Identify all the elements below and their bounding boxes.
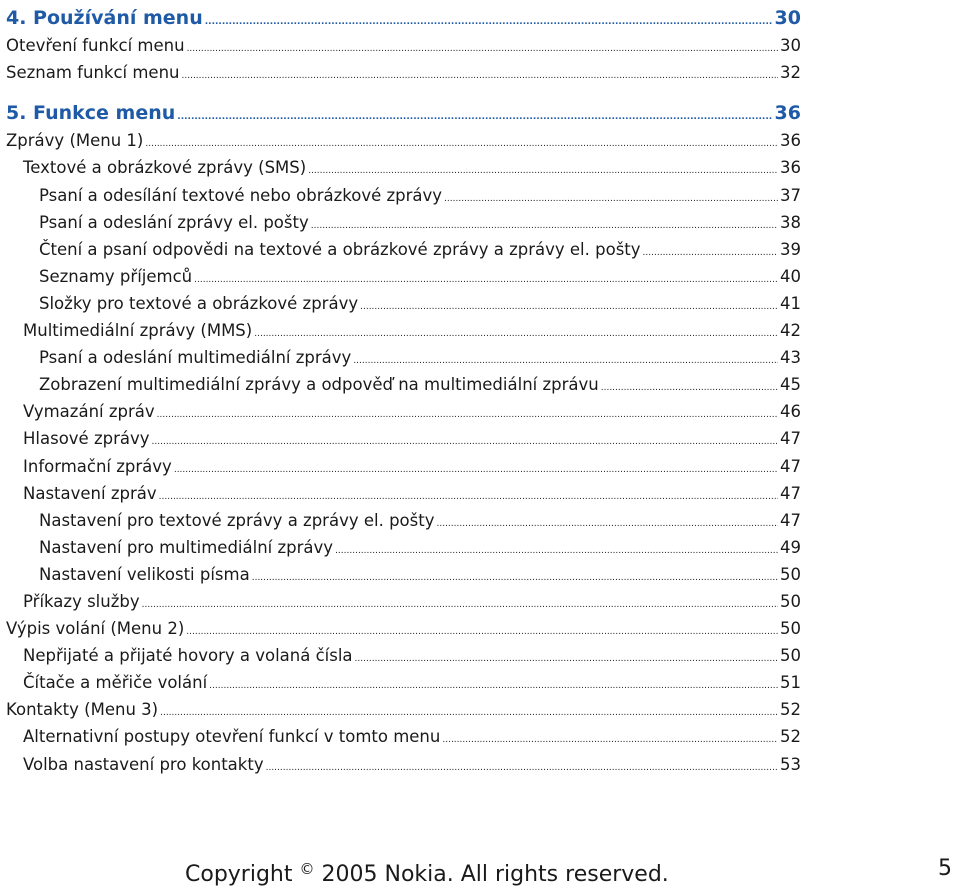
toc-entry-title: Alternativní postupy otevření funkcí v tomto menu — [23, 727, 441, 747]
toc-entry-title: Nastavení zpráv — [23, 483, 157, 503]
toc-entry-page: 50 — [780, 591, 801, 611]
toc-entry — [6, 723, 801, 750]
toc-entry-page: 47 — [780, 483, 801, 503]
toc-entry — [6, 263, 801, 290]
toc-entry — [6, 154, 801, 181]
toc-entry — [6, 480, 801, 507]
toc-entry-title: Kontakty (Menu 3) — [6, 700, 159, 720]
toc-entry-title: Nastavení pro multimediální zprávy — [39, 537, 334, 557]
toc-entry-title: Vymazání zpráv — [23, 402, 155, 422]
toc-entry — [6, 751, 801, 778]
toc-entry — [6, 615, 801, 642]
copyright-prefix: Copyright — [185, 862, 293, 887]
toc-entry-title: Textové a obrázkové zprávy (SMS) — [23, 158, 307, 178]
toc-entry-title: Složky pro textové a obrázkové zprávy — [39, 293, 359, 313]
toc-entry-page: 41 — [780, 293, 801, 313]
toc-entry-page: 37 — [780, 185, 801, 205]
toc-entry — [6, 669, 801, 696]
toc-entry — [6, 209, 801, 236]
toc-entry-page: 51 — [780, 673, 801, 693]
toc-entry-title: Otevření funkcí menu — [6, 36, 185, 56]
toc-entry-title: Nastavení velikosti písma — [39, 564, 250, 584]
toc-entry — [6, 290, 801, 317]
toc-entry-page: 43 — [780, 348, 801, 368]
toc-entry-page: 49 — [780, 537, 801, 557]
toc-entry — [6, 236, 801, 263]
toc-entry-page: 50 — [780, 646, 801, 666]
toc-entry-title: Příkazy služby — [23, 591, 140, 611]
toc-entry-page: 47 — [780, 510, 801, 530]
toc-entry — [6, 534, 801, 561]
toc-entry-page: 45 — [780, 375, 801, 395]
toc-section-heading — [6, 5, 801, 32]
toc-entry-title: Seznamy příjemců — [39, 266, 193, 286]
toc-entry — [6, 453, 801, 480]
toc-entry-page: 36 — [780, 158, 801, 178]
toc-entry — [6, 59, 801, 86]
toc-entry-title: Multimediální zprávy (MMS) — [23, 321, 253, 341]
toc-entry — [6, 561, 801, 588]
toc-entry-page: 50 — [780, 564, 801, 584]
copyright-suffix: 2005 Nokia. All rights reserved. — [321, 862, 669, 887]
page-footer — [0, 852, 960, 886]
toc-entry-page: 46 — [780, 402, 801, 422]
toc-entry — [6, 182, 801, 209]
toc-entry — [6, 696, 801, 723]
toc-entry-title: Psaní a odesílání textové nebo obrázkové zprávy — [39, 185, 443, 205]
toc-entry-title: Informační zprávy — [23, 456, 172, 476]
toc-entry-title: Výpis volání (Menu 2) — [6, 619, 185, 639]
toc-entry — [6, 127, 801, 154]
toc-entry-page: 53 — [780, 754, 801, 774]
toc-entry-page: 52 — [780, 727, 801, 747]
toc-entry-title: 5. Funkce menu — [6, 102, 176, 125]
toc-entry-title: Hlasové zprávy — [23, 429, 150, 449]
toc-entry-page: 42 — [780, 321, 801, 341]
toc-entry-title: Seznam funkcí menu — [6, 63, 180, 83]
toc-entry — [6, 425, 801, 452]
toc-entry-title: Zobrazení multimediální zprávy a odpověď na multimediální zprávu — [39, 375, 599, 395]
toc-entry-page: 50 — [780, 619, 801, 639]
toc-entry — [6, 642, 801, 669]
toc-entry-title: Volba nastavení pro kontakty — [23, 754, 264, 774]
toc-entry-page: 32 — [780, 63, 801, 83]
toc-entry-page: 30 — [774, 7, 801, 29]
toc-entry-page: 30 — [780, 36, 801, 56]
toc-entry-page: 40 — [780, 266, 801, 286]
toc-entry — [6, 588, 801, 615]
toc-entry — [6, 398, 801, 425]
toc-entry-page: 36 — [780, 131, 801, 151]
page-number: 5 — [938, 856, 952, 881]
toc-dot-leader — [266, 751, 778, 782]
toc-entry-page: 47 — [780, 429, 801, 449]
toc-entry-title: Čítače a měřiče volání — [23, 673, 208, 693]
toc-entry — [6, 32, 801, 59]
toc-entry-page: 52 — [780, 700, 801, 720]
toc-entry-page: 47 — [780, 456, 801, 476]
toc-entry-page: 36 — [774, 102, 801, 125]
toc-entry-title: Psaní a odeslání multimediální zprávy — [39, 348, 352, 368]
toc-section-heading — [6, 100, 801, 127]
toc-entry-title: Nepřijaté a přijaté hovory a volaná čísla — [23, 646, 353, 666]
table-of-contents — [6, 4, 801, 778]
toc-entry-title: 4. Používání menu — [6, 7, 203, 29]
toc-entry-page: 38 — [780, 212, 801, 232]
toc-entry — [6, 317, 801, 344]
toc-entry-title: Psaní a odeslání zprávy el. pošty — [39, 212, 309, 232]
toc-entry-title: Zprávy (Menu 1) — [6, 131, 144, 151]
copyright-symbol: © — [299, 860, 315, 878]
toc-entry — [6, 371, 801, 398]
toc-entry-title: Čtení a psaní odpovědi na textové a obrázkové zprávy a zprávy el. pošty — [39, 239, 641, 259]
toc-entry — [6, 344, 801, 371]
toc-dot-leader — [182, 59, 779, 90]
toc-entry — [6, 507, 801, 534]
toc-entry-page: 39 — [780, 239, 801, 259]
toc-entry-title: Nastavení pro textové zprávy a zprávy el. pošty — [39, 510, 435, 530]
copyright-notice — [185, 852, 669, 892]
